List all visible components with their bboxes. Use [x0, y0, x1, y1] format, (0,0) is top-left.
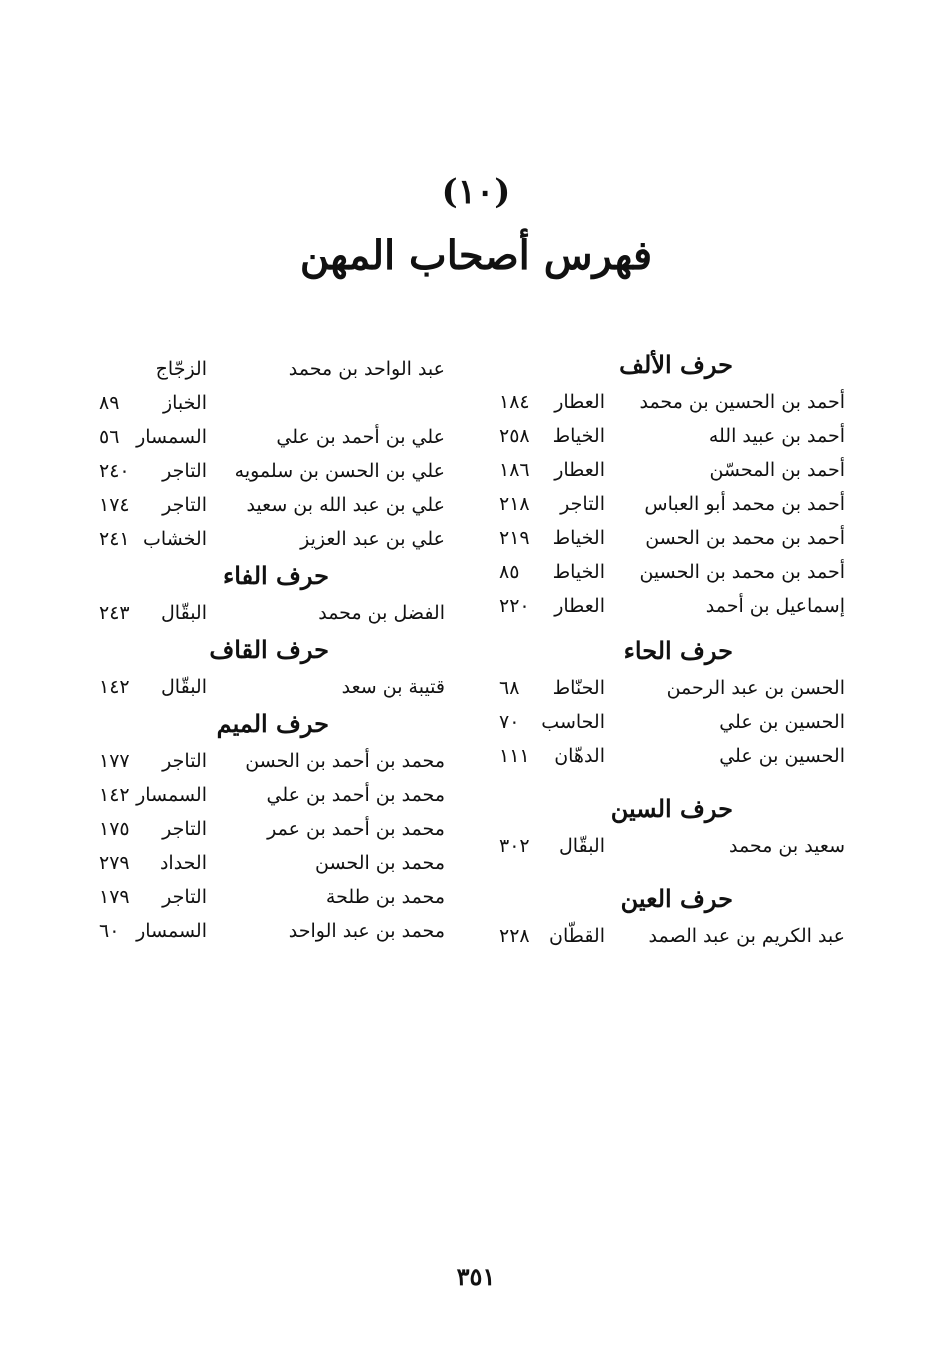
left-column [95, 352, 455, 948]
page-ref: ١٧٥ [99, 818, 130, 840]
letter-heading-fa: حرف الفاء [222, 561, 329, 590]
index-row [95, 846, 455, 880]
index-row [95, 880, 455, 914]
page-ref: ٢٧٩ [99, 852, 130, 874]
index-row [95, 352, 455, 386]
profession: الخشاب [143, 528, 207, 550]
letter-heading-alif: حرف الألف [619, 350, 733, 379]
person-name: أحمد بن عبيد الله [708, 425, 845, 447]
page-ref: ١٧٤ [99, 494, 130, 516]
index-row [495, 385, 855, 419]
index-row [95, 386, 455, 420]
page-ref: ٨٥ [499, 561, 520, 583]
person-name: محمد بن طلحة [325, 886, 445, 908]
index-row [495, 919, 855, 953]
page-ref: ١٧٩ [99, 886, 130, 908]
index-row [495, 739, 855, 773]
index-row [495, 487, 855, 521]
page-ref: ٢٢٨ [499, 925, 530, 947]
page-ref: ٦٠ [99, 920, 120, 942]
profession: التاجر [162, 886, 207, 908]
profession: الخباز [162, 392, 207, 414]
profession: البقّال [160, 676, 207, 698]
profession: العطار [554, 595, 605, 617]
letter-heading-ain: حرف العين [620, 884, 733, 913]
profession: التاجر [162, 494, 207, 516]
page-ref: ١٤٢ [99, 676, 130, 698]
person-name: عبد الكريم بن عبد الصمد [648, 925, 845, 947]
person-name: أحمد بن محمد أبو العباس [644, 493, 845, 515]
letter-heading-qaf: حرف القاف [209, 635, 329, 664]
index-row [95, 454, 455, 488]
profession: السمسار [136, 426, 207, 448]
page-ref: ٨٩ [99, 392, 120, 414]
section-number: (١٠) [441, 172, 511, 212]
index-row [95, 522, 455, 556]
index-row [95, 488, 455, 522]
person-name: محمد بن الحسن [315, 852, 445, 874]
profession: الزجّاج [155, 358, 207, 380]
letter-heading-mim: حرف الميم [216, 709, 329, 738]
person-name: محمد بن عبد الواحد [288, 920, 445, 942]
person-name: محمد بن أحمد بن عمر [267, 818, 445, 840]
profession: البقّال [558, 835, 605, 857]
index-row [495, 671, 855, 705]
page-ref: ٦٨ [499, 677, 520, 699]
page-ref: ٥٦ [99, 426, 120, 448]
page-ref: ١٨٦ [499, 459, 530, 481]
index-row [495, 829, 855, 863]
page-ref: ١٤٢ [99, 784, 130, 806]
profession: السمسار [136, 784, 207, 806]
profession: الخياط [552, 527, 605, 549]
index-row [495, 589, 855, 623]
profession: الحنّاط [552, 677, 605, 699]
person-name: علي بن الحسن بن سلمويه [234, 460, 445, 482]
index-row [95, 914, 455, 948]
profession: البقّال [160, 602, 207, 624]
profession: التاجر [162, 750, 207, 772]
person-name: عبد الواحد بن محمد [288, 358, 445, 380]
page-ref: ٢٥٨ [499, 425, 530, 447]
page-ref: ٢٢٠ [499, 595, 530, 617]
index-row [95, 596, 455, 630]
person-name: الحسين بن علي [719, 711, 845, 733]
page-number: ٣٥١ [456, 1262, 496, 1291]
person-name: أحمد بن الحسين بن محمد [639, 391, 845, 413]
page-ref: ١٨٤ [499, 391, 530, 413]
letter-heading-ha: حرف الحاء [623, 636, 733, 665]
index-row [495, 453, 855, 487]
profession: التاجر [162, 818, 207, 840]
profession: السمسار [136, 920, 207, 942]
page-title: فهرس أصحاب المهن [299, 232, 653, 279]
index-row [495, 705, 855, 739]
page-ref: ٢١٨ [499, 493, 530, 515]
profession: الدهّان [554, 745, 605, 767]
profession: الحداد [159, 852, 207, 874]
index-row [95, 812, 455, 846]
profession: الخياط [552, 561, 605, 583]
person-name: أحمد بن محمد بن الحسين [639, 561, 845, 583]
page-ref: ٢١٩ [499, 527, 530, 549]
profession: العطار [554, 459, 605, 481]
person-name: أحمد بن المحسّن [709, 459, 845, 481]
index-row [495, 555, 855, 589]
person-name: علي بن عبد العزيز [300, 528, 445, 550]
person-name: قتيبة بن سعد [341, 676, 445, 698]
person-name: محمد بن أحمد بن الحسن [245, 750, 445, 772]
profession: القطّان [548, 925, 605, 947]
page-ref: ٢٤٠ [99, 460, 130, 482]
person-name: محمد بن أحمد بن علي [266, 784, 445, 806]
page-ref: ٧٠ [499, 711, 520, 733]
profession: التاجر [560, 493, 605, 515]
letter-heading-sin: حرف السين [610, 794, 733, 823]
page-ref: ٣٠٢ [499, 835, 530, 857]
person-name: الحسين بن علي [719, 745, 845, 767]
person-name: الحسن بن عبد الرحمن [666, 677, 845, 699]
page-ref: ٢٤٣ [99, 602, 130, 624]
index-row [95, 670, 455, 704]
right-column [495, 345, 855, 953]
person-name: علي بن أحمد بن علي [276, 426, 445, 448]
index-row [95, 420, 455, 454]
person-name: علي بن عبد الله بن سعيد [246, 494, 445, 516]
index-row [495, 419, 855, 453]
profession: الخياط [552, 425, 605, 447]
profession: التاجر [162, 460, 207, 482]
page-ref: ١١١ [499, 745, 530, 767]
index-row [95, 744, 455, 778]
person-name: أحمد بن محمد بن الحسن [645, 527, 845, 549]
index-row [95, 778, 455, 812]
person-name: سعيد بن محمد [728, 835, 845, 857]
page-ref: ١٧٧ [99, 750, 130, 772]
person-name: إسماعيل بن أحمد [705, 595, 845, 617]
profession: العطار [554, 391, 605, 413]
index-row [495, 521, 855, 555]
page-ref: ٢٤١ [99, 528, 130, 550]
person-name: الفضل بن محمد [318, 602, 445, 624]
profession: الحاسب [541, 711, 605, 733]
